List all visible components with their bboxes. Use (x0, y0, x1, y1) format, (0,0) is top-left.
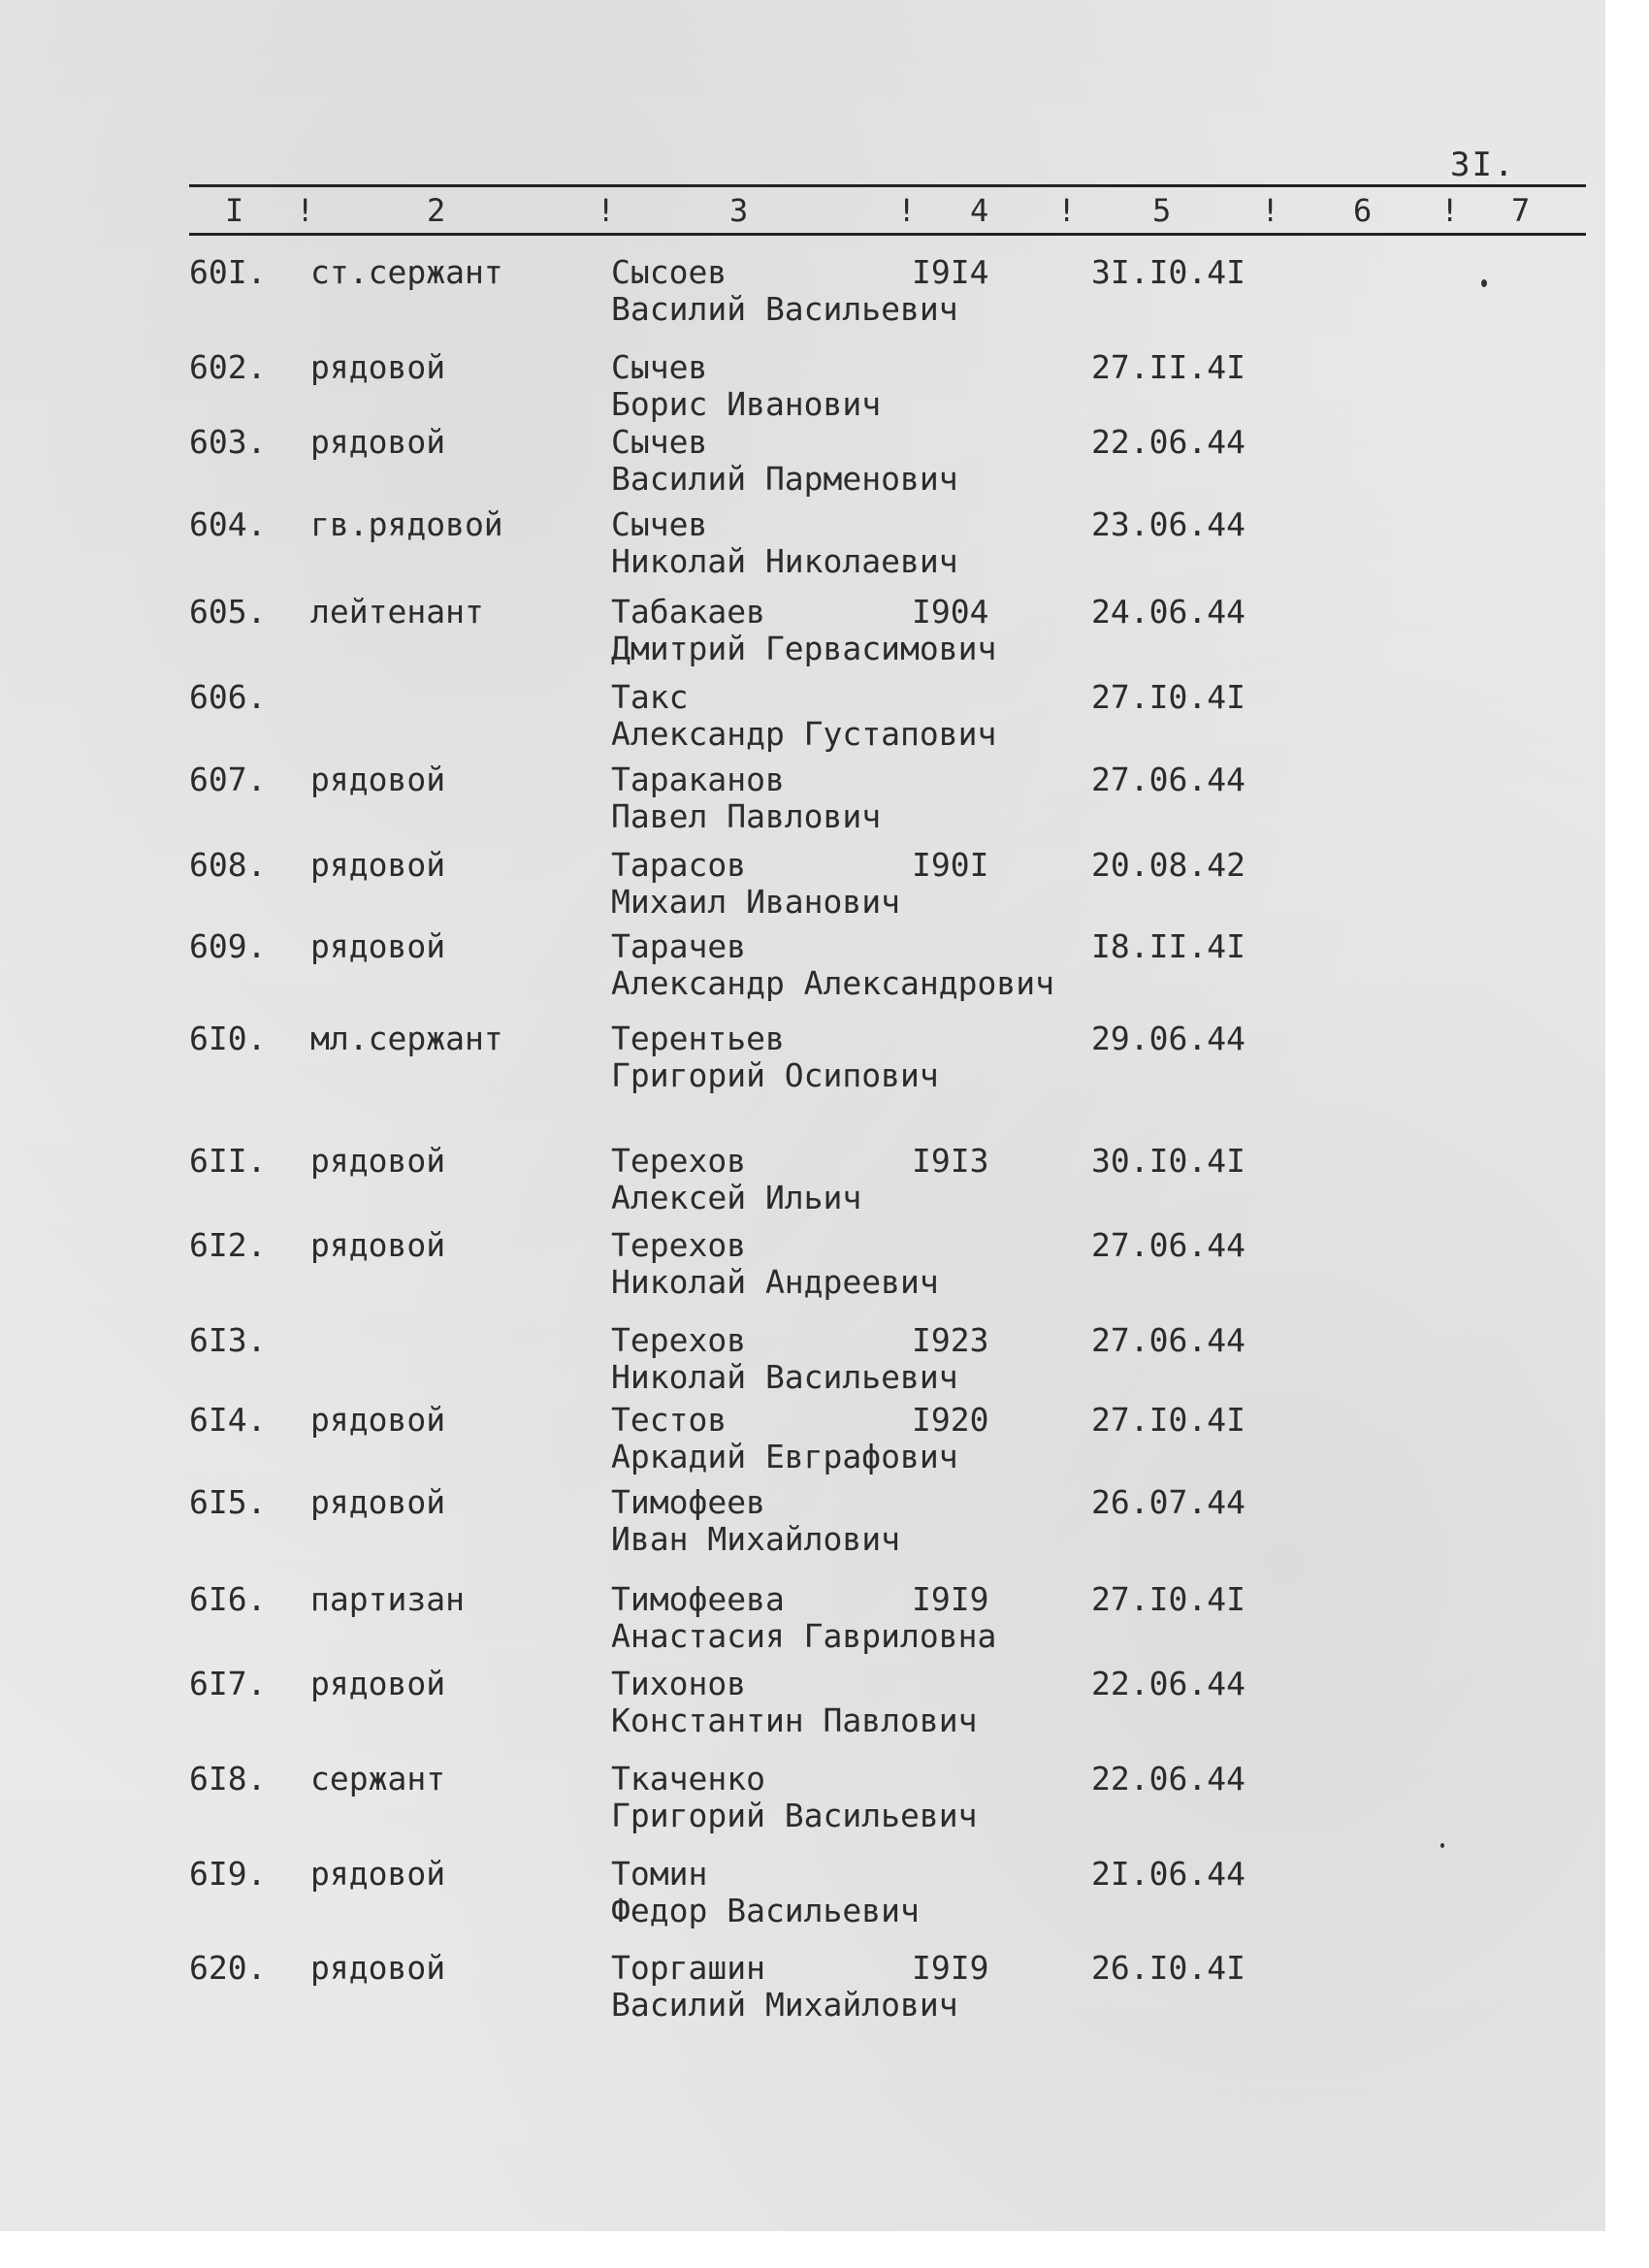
column-separator: ! (296, 192, 315, 229)
record-rank: рядовой (310, 1142, 446, 1180)
column-header-2: 2 (427, 192, 446, 229)
record-row (0, 506, 1605, 584)
record-given-names: Дмитрий Гервасимович (611, 630, 997, 667)
record-row (0, 594, 1605, 671)
record-date: 23.06.44 (1091, 505, 1245, 543)
record-date: 27.I0.4I (1091, 1580, 1245, 1618)
record-date: 20.08.42 (1091, 846, 1245, 884)
record-number: 602. (189, 348, 267, 386)
record-surname: Сычев (611, 348, 708, 386)
record-number: 607. (189, 761, 267, 798)
record-date: 22.06.44 (1091, 1665, 1245, 1702)
page-number: 3I. (1450, 146, 1516, 184)
record-birth-year: I9I9 (912, 1580, 989, 1618)
record-surname: Тихонов (611, 1665, 747, 1702)
record-surname: Торгашин (611, 1949, 765, 1987)
record-birth-year: I920 (912, 1401, 989, 1439)
record-row (0, 349, 1605, 427)
record-surname: Терехов (611, 1142, 747, 1180)
record-given-names: Василий Михайлович (611, 1986, 958, 2024)
record-surname: Тимофеева (611, 1580, 785, 1618)
record-row (0, 1227, 1605, 1305)
record-birth-year: I90I (912, 846, 989, 884)
record-row (0, 254, 1605, 332)
record-rank: партизан (310, 1580, 465, 1618)
table-header-rule (189, 233, 1586, 236)
column-header-5: 5 (1152, 192, 1172, 229)
record-given-names: Аркадий Евграфович (611, 1438, 958, 1475)
record-given-names: Павел Павлович (611, 797, 882, 835)
record-surname: Терехов (611, 1226, 747, 1264)
record-birth-year: I9I4 (912, 253, 989, 291)
record-given-names: Александр Александрович (611, 964, 1054, 1002)
record-surname: Терехов (611, 1321, 747, 1359)
record-number: 6II. (189, 1142, 267, 1180)
record-given-names: Александр Густапович (611, 715, 997, 753)
column-separator: ! (597, 192, 616, 229)
record-row (0, 1402, 1605, 1479)
record-given-names: Алексей Ильич (611, 1179, 862, 1216)
record-rank: рядовой (310, 1483, 446, 1521)
record-row (0, 1856, 1605, 1933)
record-surname: Ткаченко (611, 1760, 765, 1798)
record-rank: рядовой (310, 1226, 446, 1264)
record-row (0, 1322, 1605, 1400)
record-row (0, 847, 1605, 924)
record-date: 26.07.44 (1091, 1483, 1245, 1521)
record-rank: рядовой (310, 846, 446, 884)
column-separator: ! (1261, 192, 1280, 229)
record-date: 26.I0.4I (1091, 1949, 1245, 1987)
record-given-names: Анастасия Гавриловна (611, 1617, 997, 1655)
record-rank: мл.сержант (310, 1020, 503, 1057)
record-number: 6I8. (189, 1760, 267, 1798)
record-surname: Сычев (611, 423, 708, 461)
record-date: 22.06.44 (1091, 1760, 1245, 1798)
record-number: 620. (189, 1949, 267, 1987)
record-given-names: Николай Васильевич (611, 1358, 958, 1396)
record-surname: Сысоев (611, 253, 728, 291)
record-given-names: Борис Иванович (611, 385, 882, 423)
ink-speck (1440, 1843, 1444, 1848)
record-number: 604. (189, 505, 267, 543)
record-surname: Терентьев (611, 1020, 785, 1057)
record-row (0, 1143, 1605, 1220)
ink-speck (1481, 279, 1487, 287)
record-row (0, 1484, 1605, 1562)
record-date: 27.06.44 (1091, 1226, 1245, 1264)
record-surname: Тарачев (611, 927, 747, 965)
record-date: 27.06.44 (1091, 761, 1245, 798)
record-number: 6I3. (189, 1321, 267, 1359)
record-row (0, 761, 1605, 839)
record-date: 22.06.44 (1091, 423, 1245, 461)
record-given-names: Константин Павлович (611, 1701, 978, 1739)
record-surname: Тарасов (611, 846, 747, 884)
record-number: 60I. (189, 253, 267, 291)
record-date: 27.II.4I (1091, 348, 1245, 386)
record-row (0, 1761, 1605, 1838)
record-number: 608. (189, 846, 267, 884)
record-date: 27.I0.4I (1091, 1401, 1245, 1439)
column-header-row (0, 192, 1605, 231)
record-rank: рядовой (310, 761, 446, 798)
record-surname: Томин (611, 1855, 708, 1893)
record-given-names: Федор Васильевич (611, 1892, 920, 1929)
column-header-6: 6 (1353, 192, 1373, 229)
record-rank: рядовой (310, 1949, 446, 1987)
record-rank: сержант (310, 1760, 446, 1798)
record-number: 603. (189, 423, 267, 461)
record-number: 609. (189, 927, 267, 965)
record-surname: Тестов (611, 1401, 728, 1439)
record-given-names: Николай Николаевич (611, 542, 958, 580)
record-date: 29.06.44 (1091, 1020, 1245, 1057)
record-row (0, 679, 1605, 757)
record-rank: рядовой (310, 348, 446, 386)
record-number: 6I7. (189, 1665, 267, 1702)
record-surname: Табакаев (611, 593, 765, 631)
record-date: 27.I0.4I (1091, 678, 1245, 716)
record-date: 24.06.44 (1091, 593, 1245, 631)
record-rank: рядовой (310, 423, 446, 461)
record-date: 3I.I0.4I (1091, 253, 1245, 291)
column-header-4: 4 (970, 192, 989, 229)
record-rank: рядовой (310, 927, 446, 965)
record-rank: рядовой (310, 1665, 446, 1702)
record-rank: лейтенант (310, 593, 484, 631)
record-given-names: Григорий Васильевич (611, 1797, 978, 1834)
record-given-names: Михаил Иванович (611, 883, 901, 921)
record-given-names: Григорий Осипович (611, 1056, 939, 1094)
record-date: 30.I0.4I (1091, 1142, 1245, 1180)
record-rank: гв.рядовой (310, 505, 503, 543)
record-date: 27.06.44 (1091, 1321, 1245, 1359)
record-surname: Такс (611, 678, 689, 716)
record-birth-year: I923 (912, 1321, 989, 1359)
column-separator: ! (1057, 192, 1077, 229)
column-header-7: 7 (1511, 192, 1531, 229)
column-header-1: I (225, 192, 244, 229)
record-row (0, 1950, 1605, 2027)
table-top-rule (189, 184, 1586, 187)
record-rank: рядовой (310, 1855, 446, 1893)
record-surname: Тараканов (611, 761, 785, 798)
record-surname: Тимофеев (611, 1483, 765, 1521)
record-rank: ст.сержант (310, 253, 503, 291)
record-number: 6I9. (189, 1855, 267, 1893)
record-row (0, 1581, 1605, 1659)
record-number: 6I2. (189, 1226, 267, 1264)
record-row (0, 928, 1605, 1006)
record-surname: Сычев (611, 505, 708, 543)
record-number: 6I6. (189, 1580, 267, 1618)
record-row (0, 424, 1605, 502)
record-given-names: Николай Андреевич (611, 1263, 939, 1301)
record-number: 6I4. (189, 1401, 267, 1439)
column-separator: ! (897, 192, 917, 229)
record-birth-year: I9I3 (912, 1142, 989, 1180)
column-separator: ! (1440, 192, 1460, 229)
record-row (0, 1021, 1605, 1098)
record-number: 6I0. (189, 1020, 267, 1057)
record-birth-year: I9I9 (912, 1949, 989, 1987)
record-given-names: Василий Васильевич (611, 290, 958, 328)
column-header-3: 3 (729, 192, 749, 229)
record-rank: рядовой (310, 1401, 446, 1439)
record-number: 605. (189, 593, 267, 631)
record-given-names: Василий Парменович (611, 460, 958, 498)
record-given-names: Иван Михайлович (611, 1520, 901, 1558)
record-date: 2I.06.44 (1091, 1855, 1245, 1893)
record-number: 606. (189, 678, 267, 716)
record-birth-year: I904 (912, 593, 989, 631)
record-number: 6I5. (189, 1483, 267, 1521)
record-row (0, 1666, 1605, 1743)
record-date: I8.II.4I (1091, 927, 1245, 965)
